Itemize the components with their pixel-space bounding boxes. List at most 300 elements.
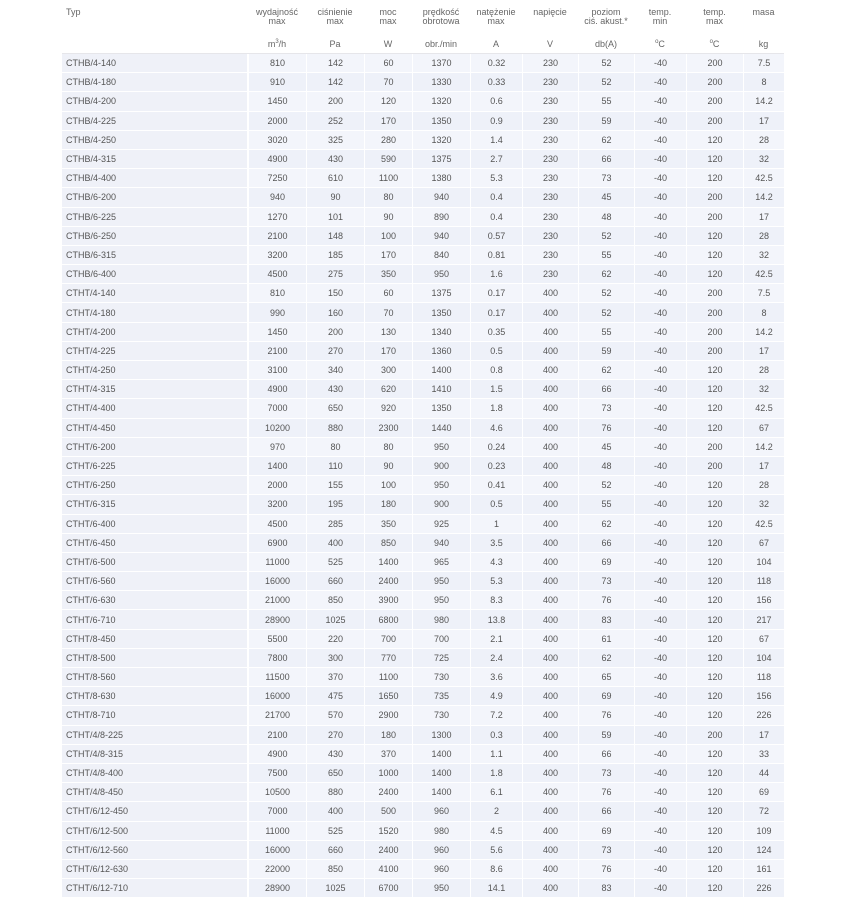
table-cell: 950 bbox=[412, 879, 470, 898]
table-cell: -40 bbox=[634, 591, 686, 610]
table-cell: 950 bbox=[412, 591, 470, 610]
table-cell: 62 bbox=[578, 515, 634, 534]
table-cell: 1 bbox=[470, 515, 522, 534]
table-cell: 1.4 bbox=[470, 131, 522, 150]
table-cell: 400 bbox=[522, 841, 578, 860]
table-cell: 32 bbox=[743, 150, 784, 169]
column-unit bbox=[62, 36, 248, 54]
table-cell: 400 bbox=[522, 342, 578, 361]
table-cell: 52 bbox=[578, 227, 634, 246]
table-cell: -40 bbox=[634, 668, 686, 687]
table-cell: 1400 bbox=[412, 764, 470, 783]
table-cell: 120 bbox=[686, 668, 743, 687]
table-cell: 200 bbox=[306, 92, 364, 111]
column-header bbox=[686, 2, 743, 36]
table-cell: 400 bbox=[522, 802, 578, 821]
table-cell: 200 bbox=[686, 323, 743, 342]
table-cell: 400 bbox=[522, 534, 578, 553]
table-cell: 200 bbox=[686, 342, 743, 361]
table-cell: -40 bbox=[634, 303, 686, 322]
column-unit: W bbox=[364, 36, 412, 54]
table-cell: 62 bbox=[578, 649, 634, 668]
table-cell: 5.6 bbox=[470, 841, 522, 860]
table-cell: 220 bbox=[306, 630, 364, 649]
table-cell: 1370 bbox=[412, 54, 470, 73]
table-row bbox=[62, 879, 784, 898]
table-cell: 230 bbox=[522, 112, 578, 131]
table-row bbox=[62, 112, 784, 131]
table-cell: -40 bbox=[634, 572, 686, 591]
table-cell: 170 bbox=[364, 246, 412, 265]
table-cell: 76 bbox=[578, 419, 634, 438]
table-cell: -40 bbox=[634, 284, 686, 303]
table-cell: 700 bbox=[412, 630, 470, 649]
table-cell: 0.9 bbox=[470, 112, 522, 131]
table-cell: 130 bbox=[364, 323, 412, 342]
column-header-line: temp. bbox=[703, 7, 726, 17]
table-cell: 170 bbox=[364, 342, 412, 361]
model-type-cell: CTHT/4-200 bbox=[62, 323, 248, 342]
table-row bbox=[62, 92, 784, 111]
table-cell: 142 bbox=[306, 73, 364, 92]
table-cell: 0.8 bbox=[470, 361, 522, 380]
column-header-line: napięcie bbox=[533, 7, 567, 17]
table-cell: 980 bbox=[412, 822, 470, 841]
table-cell: 200 bbox=[686, 92, 743, 111]
table-cell: 400 bbox=[522, 726, 578, 745]
table-row bbox=[62, 380, 784, 399]
column-header-line: wydajność bbox=[255, 7, 299, 17]
table-cell: 3.6 bbox=[470, 668, 522, 687]
table-cell: 80 bbox=[306, 438, 364, 457]
table-cell: 3.5 bbox=[470, 534, 522, 553]
table-cell: 950 bbox=[412, 476, 470, 495]
table-cell: 80 bbox=[364, 438, 412, 457]
table-cell: 33 bbox=[743, 745, 784, 764]
table-cell: 120 bbox=[686, 227, 743, 246]
table-cell: 226 bbox=[743, 879, 784, 898]
table-cell: 73 bbox=[578, 169, 634, 188]
table-cell: 120 bbox=[686, 131, 743, 150]
table-cell: 252 bbox=[306, 112, 364, 131]
table-cell: 28900 bbox=[248, 610, 306, 629]
table-cell: -40 bbox=[634, 112, 686, 131]
table-cell: 230 bbox=[522, 150, 578, 169]
table-cell: 28 bbox=[743, 361, 784, 380]
table-cell: 61 bbox=[578, 630, 634, 649]
table-cell: 90 bbox=[364, 208, 412, 227]
table-cell: 67 bbox=[743, 630, 784, 649]
table-cell: -40 bbox=[634, 822, 686, 841]
table-cell: 1.5 bbox=[470, 380, 522, 399]
table-cell: 6800 bbox=[364, 610, 412, 629]
model-type-cell: CTHT/4-250 bbox=[62, 361, 248, 380]
table-cell: 400 bbox=[522, 822, 578, 841]
table-row bbox=[62, 515, 784, 534]
table-cell: 70 bbox=[364, 303, 412, 322]
table-cell: 3100 bbox=[248, 361, 306, 380]
table-cell: -40 bbox=[634, 515, 686, 534]
table-cell: 120 bbox=[686, 150, 743, 169]
table-cell: -40 bbox=[634, 227, 686, 246]
table-cell: 280 bbox=[364, 131, 412, 150]
table-row bbox=[62, 534, 784, 553]
table-cell: 120 bbox=[686, 265, 743, 284]
column-unit: obr./min bbox=[412, 36, 470, 54]
table-cell: 7.2 bbox=[470, 706, 522, 725]
table-cell: 730 bbox=[412, 706, 470, 725]
header-label-row bbox=[62, 2, 784, 36]
column-header-line: moc bbox=[379, 7, 397, 17]
table-cell: 1340 bbox=[412, 323, 470, 342]
table-cell: 4900 bbox=[248, 150, 306, 169]
table-row bbox=[62, 860, 784, 879]
model-type-cell: CTHT/8-450 bbox=[62, 630, 248, 649]
table-cell: 120 bbox=[686, 534, 743, 553]
table-cell: -40 bbox=[634, 879, 686, 898]
table-cell: 400 bbox=[522, 860, 578, 879]
table-cell: 1375 bbox=[412, 284, 470, 303]
table-cell: 200 bbox=[686, 54, 743, 73]
table-cell: 1380 bbox=[412, 169, 470, 188]
table-cell: 160 bbox=[306, 303, 364, 322]
table-cell: 660 bbox=[306, 572, 364, 591]
table-row bbox=[62, 476, 784, 495]
table-row bbox=[62, 783, 784, 802]
table-cell: 0.41 bbox=[470, 476, 522, 495]
table-cell: 2.1 bbox=[470, 630, 522, 649]
table-cell: 66 bbox=[578, 150, 634, 169]
table-cell: 120 bbox=[686, 419, 743, 438]
table-cell: 200 bbox=[306, 323, 364, 342]
table-cell: 230 bbox=[522, 265, 578, 284]
table-cell: 400 bbox=[522, 764, 578, 783]
table-cell: 156 bbox=[743, 591, 784, 610]
table-cell: 400 bbox=[522, 457, 578, 476]
model-type-cell: CTHT/4/8-315 bbox=[62, 745, 248, 764]
table-cell: 3200 bbox=[248, 246, 306, 265]
table-cell: 400 bbox=[522, 476, 578, 495]
table-row bbox=[62, 438, 784, 457]
model-type-cell: CTHT/6-630 bbox=[62, 591, 248, 610]
table-cell: 120 bbox=[686, 822, 743, 841]
table-cell: -40 bbox=[634, 457, 686, 476]
table-cell: 735 bbox=[412, 687, 470, 706]
table-cell: 400 bbox=[306, 802, 364, 821]
column-header-line: poziom bbox=[591, 7, 621, 17]
table-cell: 148 bbox=[306, 227, 364, 246]
table-cell: 960 bbox=[412, 841, 470, 860]
table-cell: 120 bbox=[686, 399, 743, 418]
table-cell: -40 bbox=[634, 706, 686, 725]
table-cell: 950 bbox=[412, 572, 470, 591]
table-cell: 0.32 bbox=[470, 54, 522, 73]
model-type-cell: CTHT/6-400 bbox=[62, 515, 248, 534]
model-type-cell: CTHB/6-225 bbox=[62, 208, 248, 227]
table-cell: 52 bbox=[578, 284, 634, 303]
table-cell: 59 bbox=[578, 726, 634, 745]
table-cell: 200 bbox=[686, 208, 743, 227]
column-header bbox=[578, 2, 634, 36]
table-cell: 400 bbox=[522, 361, 578, 380]
table-cell: 7000 bbox=[248, 399, 306, 418]
table-cell: 52 bbox=[578, 54, 634, 73]
table-cell: 69 bbox=[578, 687, 634, 706]
table-cell: 45 bbox=[578, 438, 634, 457]
table-cell: 120 bbox=[686, 246, 743, 265]
table-cell: 0.23 bbox=[470, 457, 522, 476]
table-cell: 525 bbox=[306, 822, 364, 841]
table-cell: 7800 bbox=[248, 649, 306, 668]
table-cell: 230 bbox=[522, 54, 578, 73]
table-cell: 590 bbox=[364, 150, 412, 169]
model-type-cell: CTHB/4-180 bbox=[62, 73, 248, 92]
table-cell: 400 bbox=[522, 610, 578, 629]
fan-spec-table bbox=[62, 2, 784, 898]
table-cell: 1350 bbox=[412, 303, 470, 322]
table-cell: 22000 bbox=[248, 860, 306, 879]
table-cell: 200 bbox=[686, 284, 743, 303]
table-cell: 230 bbox=[522, 208, 578, 227]
table-cell: -40 bbox=[634, 726, 686, 745]
table-cell: 52 bbox=[578, 73, 634, 92]
table-cell: -40 bbox=[634, 802, 686, 821]
table-cell: 73 bbox=[578, 572, 634, 591]
column-unit: Pa bbox=[306, 36, 364, 54]
table-cell: 2100 bbox=[248, 227, 306, 246]
table-cell: 2.4 bbox=[470, 649, 522, 668]
table-cell: 120 bbox=[686, 860, 743, 879]
table-cell: 66 bbox=[578, 534, 634, 553]
table-cell: 70 bbox=[364, 73, 412, 92]
table-cell: 120 bbox=[686, 630, 743, 649]
table-cell: 4.9 bbox=[470, 687, 522, 706]
table-cell: 32 bbox=[743, 246, 784, 265]
column-header-line: obrotowa bbox=[422, 16, 460, 26]
table-cell: 120 bbox=[686, 380, 743, 399]
table-cell: 118 bbox=[743, 572, 784, 591]
table-cell: 120 bbox=[686, 495, 743, 514]
table-cell: 400 bbox=[522, 515, 578, 534]
table-cell: 270 bbox=[306, 342, 364, 361]
table-cell: 1400 bbox=[248, 457, 306, 476]
table-row bbox=[62, 687, 784, 706]
table-cell: 890 bbox=[412, 208, 470, 227]
table-cell: 104 bbox=[743, 649, 784, 668]
table-cell: 90 bbox=[306, 188, 364, 207]
table-cell: 200 bbox=[686, 73, 743, 92]
table-row bbox=[62, 457, 784, 476]
table-row bbox=[62, 706, 784, 725]
table-cell: 124 bbox=[743, 841, 784, 860]
table-cell: 3200 bbox=[248, 495, 306, 514]
table-cell: 0.81 bbox=[470, 246, 522, 265]
table-cell: 17 bbox=[743, 726, 784, 745]
table-cell: 73 bbox=[578, 841, 634, 860]
table-cell: 850 bbox=[364, 534, 412, 553]
table-cell: 118 bbox=[743, 668, 784, 687]
header-unit-row bbox=[62, 36, 784, 54]
table-cell: 109 bbox=[743, 822, 784, 841]
table-cell: 350 bbox=[364, 265, 412, 284]
table-cell: 230 bbox=[522, 246, 578, 265]
model-type-cell: CTHT/6-560 bbox=[62, 572, 248, 591]
column-unit: A bbox=[470, 36, 522, 54]
table-row bbox=[62, 591, 784, 610]
column-header-line: max bbox=[268, 16, 286, 26]
table-cell: 120 bbox=[364, 92, 412, 111]
table-cell: 200 bbox=[686, 457, 743, 476]
table-row bbox=[62, 169, 784, 188]
table-cell: 195 bbox=[306, 495, 364, 514]
table-cell: 400 bbox=[522, 591, 578, 610]
table-cell: 2400 bbox=[364, 572, 412, 591]
table-cell: 60 bbox=[364, 284, 412, 303]
table-cell: 59 bbox=[578, 342, 634, 361]
table-cell: 1100 bbox=[364, 169, 412, 188]
table-cell: 730 bbox=[412, 668, 470, 687]
model-type-cell: CTHT/6/12-560 bbox=[62, 841, 248, 860]
model-type-cell: CTHT/8-630 bbox=[62, 687, 248, 706]
column-header bbox=[743, 2, 784, 36]
model-type-cell: CTHB/6-250 bbox=[62, 227, 248, 246]
table-cell: 62 bbox=[578, 131, 634, 150]
table-cell: 120 bbox=[686, 783, 743, 802]
table-cell: -40 bbox=[634, 783, 686, 802]
table-cell: 1.8 bbox=[470, 764, 522, 783]
model-type-cell: CTHT/6-315 bbox=[62, 495, 248, 514]
table-row bbox=[62, 745, 784, 764]
column-header bbox=[364, 2, 412, 36]
table-cell: 8 bbox=[743, 73, 784, 92]
table-row bbox=[62, 131, 784, 150]
model-type-cell: CTHB/4-140 bbox=[62, 54, 248, 73]
table-cell: 7.5 bbox=[743, 284, 784, 303]
table-row bbox=[62, 361, 784, 380]
table-cell: 350 bbox=[364, 515, 412, 534]
table-cell: 142 bbox=[306, 54, 364, 73]
table-cell: 960 bbox=[412, 802, 470, 821]
table-row bbox=[62, 188, 784, 207]
table-cell: 5500 bbox=[248, 630, 306, 649]
model-type-cell: CTHT/6-250 bbox=[62, 476, 248, 495]
table-cell: 120 bbox=[686, 591, 743, 610]
table-cell: 400 bbox=[306, 534, 364, 553]
table-cell: 120 bbox=[686, 476, 743, 495]
table-cell: 83 bbox=[578, 610, 634, 629]
table-cell: 230 bbox=[522, 188, 578, 207]
table-cell: 1300 bbox=[412, 726, 470, 745]
table-cell: 4500 bbox=[248, 515, 306, 534]
table-cell: 55 bbox=[578, 92, 634, 111]
table-cell: 6700 bbox=[364, 879, 412, 898]
table-cell: 14.2 bbox=[743, 438, 784, 457]
table-cell: 285 bbox=[306, 515, 364, 534]
table-cell: 72 bbox=[743, 802, 784, 821]
table-header bbox=[62, 2, 784, 54]
table-cell: 1320 bbox=[412, 92, 470, 111]
model-type-cell: CTHB/6-200 bbox=[62, 188, 248, 207]
table-cell: 120 bbox=[686, 706, 743, 725]
model-type-cell: CTHT/4-400 bbox=[62, 399, 248, 418]
table-cell: 45 bbox=[578, 188, 634, 207]
table-cell: 650 bbox=[306, 764, 364, 783]
table-cell: 1410 bbox=[412, 380, 470, 399]
table-cell: -40 bbox=[634, 495, 686, 514]
column-header-line: ciś. akust.* bbox=[584, 16, 628, 26]
table-cell: 400 bbox=[522, 745, 578, 764]
table-cell: 76 bbox=[578, 591, 634, 610]
table-cell: -40 bbox=[634, 745, 686, 764]
table-cell: 2 bbox=[470, 802, 522, 821]
table-row bbox=[62, 73, 784, 92]
table-cell: -40 bbox=[634, 92, 686, 111]
model-type-cell: CTHB/4-225 bbox=[62, 112, 248, 131]
table-row bbox=[62, 822, 784, 841]
table-cell: 970 bbox=[248, 438, 306, 457]
table-cell: 610 bbox=[306, 169, 364, 188]
table-cell: 120 bbox=[686, 687, 743, 706]
table-cell: 910 bbox=[248, 73, 306, 92]
table-cell: 120 bbox=[686, 841, 743, 860]
table-cell: 1350 bbox=[412, 112, 470, 131]
table-cell: 48 bbox=[578, 457, 634, 476]
table-cell: 400 bbox=[522, 380, 578, 399]
table-cell: 950 bbox=[412, 438, 470, 457]
table-cell: -40 bbox=[634, 841, 686, 860]
table-cell: 66 bbox=[578, 380, 634, 399]
table-row bbox=[62, 668, 784, 687]
model-type-cell: CTHT/4-140 bbox=[62, 284, 248, 303]
model-type-cell: CTHT/6/12-710 bbox=[62, 879, 248, 898]
table-cell: -40 bbox=[634, 265, 686, 284]
model-type-cell: CTHT/4/8-450 bbox=[62, 783, 248, 802]
table-cell: -40 bbox=[634, 399, 686, 418]
table-cell: -40 bbox=[634, 323, 686, 342]
model-type-cell: CTHT/6-710 bbox=[62, 610, 248, 629]
column-unit: kg bbox=[743, 36, 784, 54]
table-cell: 1025 bbox=[306, 879, 364, 898]
model-type-cell: CTHT/6/12-630 bbox=[62, 860, 248, 879]
table-cell: 1100 bbox=[364, 668, 412, 687]
table-cell: 6.1 bbox=[470, 783, 522, 802]
table-row bbox=[62, 764, 784, 783]
table-cell: 4500 bbox=[248, 265, 306, 284]
table-cell: 120 bbox=[686, 169, 743, 188]
model-type-cell: CTHT/8-560 bbox=[62, 668, 248, 687]
column-header-line: temp. bbox=[648, 7, 672, 17]
table-cell: 6900 bbox=[248, 534, 306, 553]
table-cell: -40 bbox=[634, 610, 686, 629]
table-cell: 104 bbox=[743, 553, 784, 572]
table-row bbox=[62, 323, 784, 342]
table-cell: 990 bbox=[248, 303, 306, 322]
table-cell: 2400 bbox=[364, 783, 412, 802]
table-cell: 14.2 bbox=[743, 92, 784, 111]
table-cell: 400 bbox=[522, 572, 578, 591]
table-cell: 900 bbox=[412, 457, 470, 476]
table-cell: 44 bbox=[743, 764, 784, 783]
table-cell: 370 bbox=[306, 668, 364, 687]
table-cell: 400 bbox=[522, 323, 578, 342]
table-cell: 400 bbox=[522, 649, 578, 668]
table-cell: 200 bbox=[686, 112, 743, 131]
table-cell: 570 bbox=[306, 706, 364, 725]
table-cell: 8 bbox=[743, 303, 784, 322]
table-cell: 4100 bbox=[364, 860, 412, 879]
table-cell: 0.5 bbox=[470, 342, 522, 361]
table-cell: 170 bbox=[364, 112, 412, 131]
